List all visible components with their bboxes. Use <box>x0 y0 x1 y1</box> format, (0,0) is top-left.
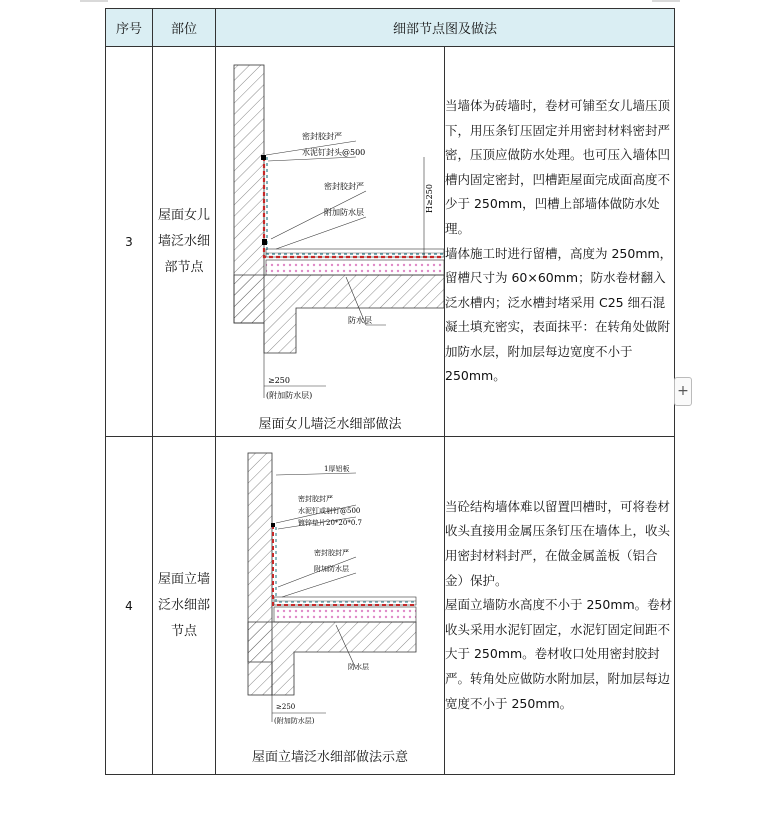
diagram-label-extra: 附加防水层 <box>324 208 364 217</box>
diagram-label-extra: 附加防水层 <box>314 565 349 573</box>
diagram-label-width-note: (附加防水层) <box>274 717 315 725</box>
description-paragraph: 当砼结构墙体难以留置凹槽时，可将卷材收头直接用金属压条钉压在墙体上，收头用密封材料封严，在做金属盖板（铝合金）保护。 <box>445 498 671 588</box>
construction-detail-table <box>105 8 675 775</box>
diagram-label-seal-2: 密封胶封严 <box>314 549 349 557</box>
diagram-label-waterproof: 防水层 <box>348 316 372 325</box>
diagram-label-nail: 水泥钉封头@500 <box>302 148 366 157</box>
figure-caption: 屋面立墙泛水细部做法示意 <box>251 750 408 765</box>
row-part: 屋面立墙泛水细部节点 <box>153 437 216 775</box>
row-description <box>445 437 675 775</box>
header-detail: 细部节点图及做法 <box>216 9 675 47</box>
wall-flashing-diagram <box>216 447 444 737</box>
description-paragraph: 墙体施工时进行留槽，高度为 250mm，留槽尺寸为 60×60mm；防水卷材翻入泛水槽内；泛水槽封堵采用 C25 细石混凝土填充密实，表面抹平：在转角处做附加防水层，附加层每边宽度不小于 250mm。 <box>445 245 673 384</box>
description-paragraph: 屋面立墙防水高度不小于 250mm。卷材收头采用水泥钉固定，水泥钉固定间距不大于 250mm。卷材收口处用密封胶封严。转角处应做防水附加层，附加层每边宽度不小于 250mm。 <box>445 597 673 711</box>
table-header-row <box>106 9 675 47</box>
diagram-label-height: H≥250 <box>425 184 434 213</box>
table-row <box>106 437 675 775</box>
description-paragraph: 当墙体为砖墙时，卷材可铺至女儿墙压顶下，用压条钉压固定并用密封材料密封严密，压顶应做防水处理。也可压入墙体凹槽内固定密封，凹槽距屋面完成面高度不少于 250mm，凹槽上部墙体做防水处理。 <box>445 97 671 236</box>
diagram-label-washer: 镀锌垫片20*20*0.7 <box>298 519 362 527</box>
add-row-button[interactable]: + <box>674 377 692 406</box>
header-index: 序号 <box>106 9 153 47</box>
diagram-label-width: ≥250 <box>268 376 290 385</box>
row-index: 4 <box>106 437 153 775</box>
table-row <box>106 47 675 437</box>
parapet-flashing-diagram <box>216 53 444 413</box>
header-part: 部位 <box>153 9 216 47</box>
row-figure-cell <box>216 47 445 437</box>
diagram-label-seal: 密封胶封严 <box>298 495 333 503</box>
row-description <box>445 47 675 437</box>
top-border-right <box>652 0 680 2</box>
diagram-label-nail: 水泥钉或射钉@500 <box>298 507 361 515</box>
diagram-label-width: ≥250 <box>276 703 296 711</box>
row-figure-cell <box>216 437 445 775</box>
diagram-label-waterproof: 防水层 <box>348 663 369 671</box>
diagram-label-width-note: (附加防水层) <box>266 391 313 400</box>
row-part: 屋面女儿墙泛水细部节点 <box>153 47 216 437</box>
row-index: 3 <box>106 47 153 437</box>
diagram-label-seal: 密封胶封严 <box>302 132 342 141</box>
diagram-label-plate: 1厚铝板 <box>324 465 350 473</box>
diagram-label-seal-2: 密封胶封严 <box>324 182 364 191</box>
top-border-left <box>80 0 108 2</box>
figure-caption: 屋面女儿墙泛水细部做法 <box>258 417 402 432</box>
